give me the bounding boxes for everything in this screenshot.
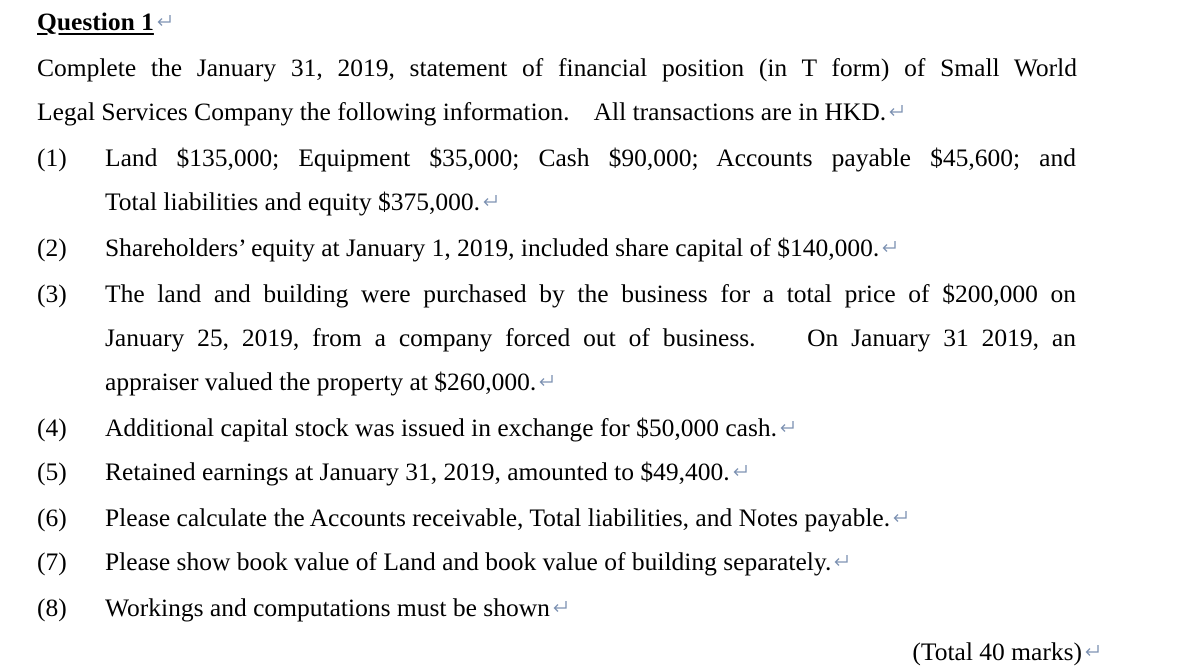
intro-line-1: Complete the January 31, 2019, statement of financial position (in T form) of Small World	[37, 53, 1077, 82]
item-number: (7)	[37, 547, 67, 576]
intro-line-2: Legal Services Company the following information. All transactions are in HKD.	[37, 97, 887, 126]
item-7-line-1-row	[105, 547, 849, 577]
item-6-line-1: Please calculate the Accounts receivable, Total liabilities, and Notes payable.	[105, 503, 891, 532]
item-4-line-1-row	[105, 413, 795, 443]
intro-line-2-row	[37, 97, 904, 127]
return-arrow-icon	[538, 374, 554, 388]
return-arrow-icon	[156, 14, 172, 28]
item-8-line-1: Workings and computations must be shown	[105, 593, 550, 622]
item-number: (4)	[37, 413, 67, 442]
item-7-line-1: Please show book value of Land and book value of building separately.	[105, 547, 832, 576]
return-arrow-icon	[833, 554, 849, 568]
item-4-line-1: Additional capital stock was issued in exchange for $50,000 cash.	[105, 413, 778, 442]
total-marks-row	[912, 637, 1100, 667]
item-number: (3)	[37, 279, 67, 308]
item-3-line-3-row	[105, 367, 554, 397]
item-1-line-2-row	[105, 187, 498, 217]
item-3-line-1: The land and building were purchased by the business for a total price of $200,000 on	[105, 279, 1076, 308]
question-heading: Question 1	[37, 7, 154, 36]
item-3-line-3: appraiser valued the property at $260,000.	[105, 367, 537, 396]
return-arrow-icon	[732, 464, 748, 478]
item-2-line-1-row	[105, 233, 897, 263]
item-number: (5)	[37, 457, 67, 486]
item-2-line-1: Shareholders’ equity at January 1, 2019, included share capital of $140,000.	[105, 233, 880, 262]
return-arrow-icon	[881, 240, 897, 254]
item-1-line-1: Land $135,000; Equipment $35,000; Cash $90,000; Accounts payable $45,600; and	[105, 143, 1076, 172]
return-arrow-icon	[892, 510, 908, 524]
item-number: (2)	[37, 233, 67, 262]
return-arrow-icon	[482, 194, 498, 208]
item-1-line-2: Total liabilities and equity $375,000.	[105, 187, 480, 216]
item-number: (1)	[37, 143, 67, 172]
total-marks: (Total 40 marks)	[912, 637, 1082, 666]
return-arrow-icon	[779, 420, 795, 434]
question-heading-line	[37, 7, 172, 37]
item-5-line-1: Retained earnings at January 31, 2019, amounted to $49,400.	[105, 457, 730, 486]
item-number: (6)	[37, 503, 67, 532]
item-8-line-1-row	[105, 593, 568, 623]
item-6-line-1-row	[105, 503, 908, 533]
item-5-line-1-row	[105, 457, 748, 487]
return-arrow-icon	[888, 104, 904, 118]
item-3-line-2: January 25, 2019, from a company forced out of business. On January 31 2019, an	[105, 323, 1076, 352]
return-arrow-icon	[552, 600, 568, 614]
return-arrow-icon	[1084, 644, 1100, 658]
item-number: (8)	[37, 593, 67, 622]
